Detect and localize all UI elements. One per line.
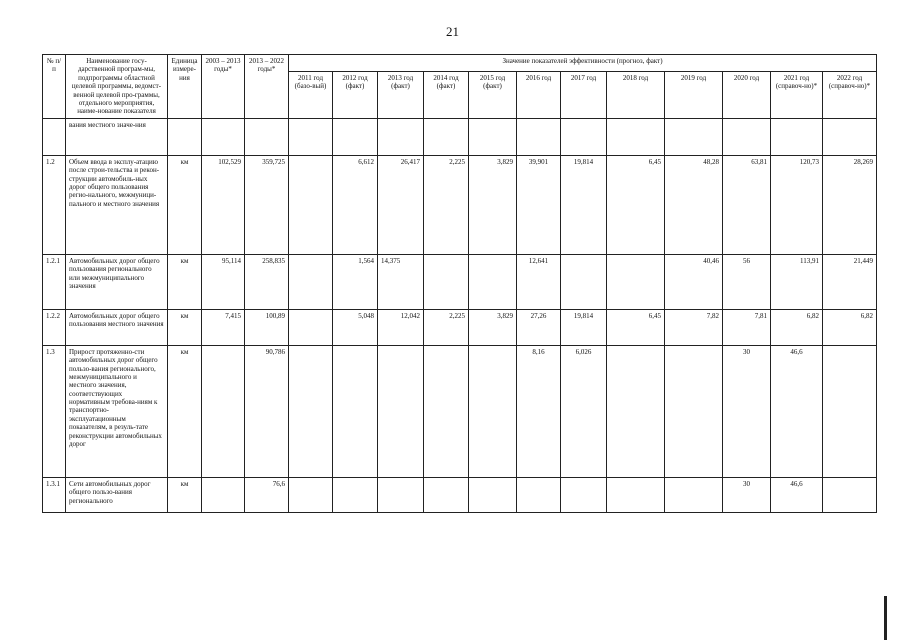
row-value: [289, 118, 333, 155]
table-row: [43, 477, 877, 512]
header-year: 2011 год (базо-вый): [289, 72, 333, 119]
row-value: [378, 118, 424, 155]
row-value: 28,269: [823, 155, 877, 254]
row-period1: [202, 345, 245, 477]
row-value: 46,6: [771, 477, 823, 512]
row-value: [517, 118, 561, 155]
row-value: [561, 477, 607, 512]
row-value: [333, 118, 378, 155]
row-value: 63,81: [723, 155, 771, 254]
header-year: 2022 год (справоч-но)*: [823, 72, 877, 119]
row-value: [289, 254, 333, 309]
row-value: 5,048: [333, 309, 378, 345]
header-year: 2018 год: [607, 72, 665, 119]
row-value: [469, 254, 517, 309]
row-value: 30: [723, 345, 771, 477]
header-unit: Единица измере-ния: [168, 55, 202, 119]
row-period2: 76,6: [245, 477, 289, 512]
indicators-table: [42, 54, 877, 513]
header-period-2003-2013: 2003 – 2013 годы*: [202, 55, 245, 119]
row-period1: 102,529: [202, 155, 245, 254]
header-year: 2017 год: [561, 72, 607, 119]
row-period2: 258,835: [245, 254, 289, 309]
scan-margin-bar: [884, 596, 887, 640]
row-value: [289, 309, 333, 345]
row-value: 3,829: [469, 155, 517, 254]
row-value: 56: [723, 254, 771, 309]
row-value: [607, 345, 665, 477]
row-value: [723, 118, 771, 155]
row-num: 1.3.1: [43, 477, 66, 512]
row-value: [289, 155, 333, 254]
header-num: № п/п: [43, 55, 66, 119]
row-period1: 7,415: [202, 309, 245, 345]
row-value: 39,901: [517, 155, 561, 254]
header-indicator-group: Значение показателей эффективности (прогноз, факт): [289, 55, 877, 72]
row-value: 48,28: [665, 155, 723, 254]
row-value: [823, 118, 877, 155]
row-value: [469, 118, 517, 155]
table-row: [43, 254, 877, 309]
row-value: [823, 477, 877, 512]
row-num: 1.2.2: [43, 309, 66, 345]
row-value: 26,417: [378, 155, 424, 254]
row-period1: [202, 477, 245, 512]
row-value: 46,6: [771, 345, 823, 477]
row-value: [289, 477, 333, 512]
row-value: [823, 345, 877, 477]
row-num: [43, 118, 66, 155]
row-name: Сети автомобильных дорог общего пользо-вания регионального: [66, 477, 168, 512]
row-value: [469, 477, 517, 512]
row-value: [561, 118, 607, 155]
row-value: [607, 477, 665, 512]
row-value: 8,16: [517, 345, 561, 477]
row-name: Автомобильных дорог общего пользования регионального или межмуниципального значения: [66, 254, 168, 309]
row-unit: км: [168, 155, 202, 254]
row-value: 12,641: [517, 254, 561, 309]
header-year: 2016 год: [517, 72, 561, 119]
row-value: [665, 477, 723, 512]
row-value: 19,814: [561, 155, 607, 254]
row-value: 21,449: [823, 254, 877, 309]
row-value: [771, 118, 823, 155]
row-value: [424, 477, 469, 512]
header-name: Наименование госу-дарственной програм-мы, подпрограммы областной целевой программы, ведомст-венной целевой про-граммы, отдельного мероприятия, наиме-нование показателя: [66, 55, 168, 119]
row-num: 1.3: [43, 345, 66, 477]
row-value: 113,91: [771, 254, 823, 309]
header-year: 2014 год (факт): [424, 72, 469, 119]
row-value: [289, 345, 333, 477]
row-value: 40,46: [665, 254, 723, 309]
table-row: [43, 345, 877, 477]
table-row: [43, 118, 877, 155]
row-value: [333, 345, 378, 477]
row-name: Автомобильных дорог общего пользования местного значения: [66, 309, 168, 345]
header-year: 2020 год: [723, 72, 771, 119]
row-value: [665, 345, 723, 477]
row-value: [333, 477, 378, 512]
row-value: 7,81: [723, 309, 771, 345]
row-period1: [202, 118, 245, 155]
row-value: 30: [723, 477, 771, 512]
row-value: 6,82: [823, 309, 877, 345]
row-unit: км: [168, 309, 202, 345]
row-period2: 359,725: [245, 155, 289, 254]
row-period2: 100,89: [245, 309, 289, 345]
row-value: [607, 254, 665, 309]
header-period-2013-2022: 2013 – 2022 годы*: [245, 55, 289, 119]
header-row-top: [43, 55, 877, 72]
row-value: 12,042: [378, 309, 424, 345]
row-value: 7,82: [665, 309, 723, 345]
header-year: 2019 год: [665, 72, 723, 119]
row-value: 3,829: [469, 309, 517, 345]
row-unit: км: [168, 477, 202, 512]
header-year: 2015 год (факт): [469, 72, 517, 119]
row-period1: 95,114: [202, 254, 245, 309]
row-num: 1.2.1: [43, 254, 66, 309]
row-value: [378, 345, 424, 477]
table-row: [43, 309, 877, 345]
row-value: [378, 477, 424, 512]
row-value: 14,375: [378, 254, 424, 309]
row-value: [469, 345, 517, 477]
row-period2: [245, 118, 289, 155]
row-value: 6,612: [333, 155, 378, 254]
header-year: 2012 год (факт): [333, 72, 378, 119]
header-year: 2021 год (справоч-но)*: [771, 72, 823, 119]
row-value: [517, 477, 561, 512]
row-value: 1,564: [333, 254, 378, 309]
row-value: 6,45: [607, 155, 665, 254]
row-value: [424, 118, 469, 155]
row-period2: 90,786: [245, 345, 289, 477]
row-value: 6,82: [771, 309, 823, 345]
row-value: 6,026: [561, 345, 607, 477]
table-row: [43, 155, 877, 254]
row-name: Прирост протяженно-сти автомобильных дорог общего пользо-вания регионального, межмуниципального и местного значения, соответствующих нормативным требова-ниям к транспортно-эксплуатационным показателям, в резуль-тате реконструкции автомобильных дорог: [66, 345, 168, 477]
row-name: вания местного значе-ния: [66, 118, 168, 155]
row-value: [607, 118, 665, 155]
row-value: [424, 345, 469, 477]
page-number: 21: [446, 24, 459, 39]
header-year: 2013 год (факт): [378, 72, 424, 119]
row-unit: км: [168, 345, 202, 477]
row-value: 2,225: [424, 309, 469, 345]
row-value: 6,45: [607, 309, 665, 345]
row-value: 2,225: [424, 155, 469, 254]
row-name: Объем ввода в эксплу-атацию после строи-тельства и рекон-струкции автомобиль-ных дорог общего пользования регио-нального, межмуници-пального и местного значения: [66, 155, 168, 254]
row-value: [561, 254, 607, 309]
row-value: 120,73: [771, 155, 823, 254]
row-unit: км: [168, 254, 202, 309]
row-value: [665, 118, 723, 155]
row-num: 1.2: [43, 155, 66, 254]
row-value: [424, 254, 469, 309]
row-unit: [168, 118, 202, 155]
row-value: 19,814: [561, 309, 607, 345]
row-value: 27,26: [517, 309, 561, 345]
